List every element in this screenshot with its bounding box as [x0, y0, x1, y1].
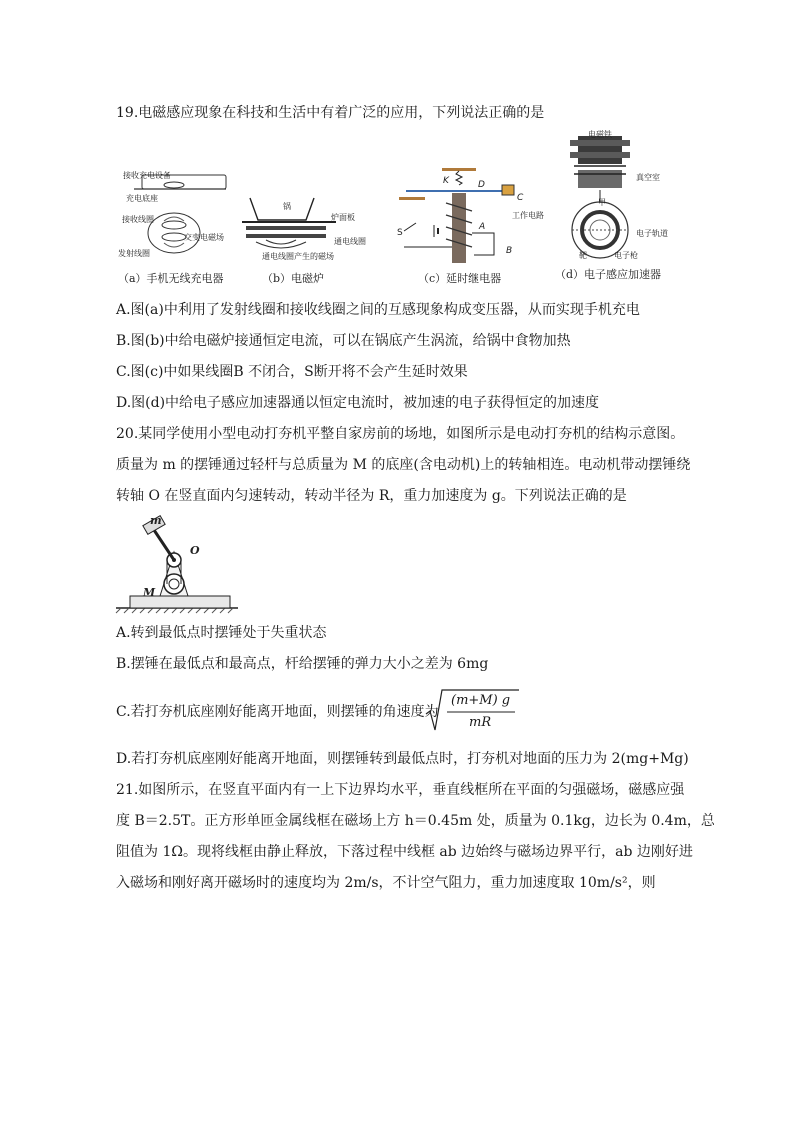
q20-stem-line-3: 转轴 O 在竖直面内匀速转动，转动半径为 R，重力加速度为 g。下列说法正确的是	[116, 488, 627, 504]
q20-fig-label-o: O	[190, 544, 200, 557]
fig-b-caption: （b）电磁炉	[262, 272, 325, 285]
fig-c-label-c: C	[517, 193, 524, 203]
q20-option-c: C.若打夯机底座刚好能离开地面，则摆锤的角速度为	[116, 704, 439, 720]
fig-d-caption: （d）电子感应加速器	[555, 268, 662, 281]
fig-a-label-transmitting-coil: 发射线圈	[118, 249, 150, 258]
fig-b-label-field: 通电线圈产生的磁场	[262, 252, 334, 261]
q20-fig-label-m: m	[150, 514, 162, 527]
fig-c-label-d: D	[478, 180, 485, 190]
fig-b-label-coil: 通电线圈	[334, 237, 366, 246]
q21-line-2: 度 B＝2.5T。正方形单匝金属线框在磁场上方 h＝0.45m 处，质量为 0.1kg，边长为 0.4m，总	[116, 813, 715, 829]
fig-c-label-k: K	[443, 176, 449, 186]
fig-b-label-pot: 锅	[283, 202, 291, 211]
q20-stem-line-2: 质量为 m 的摆锤通过轻杆与总质量为 M 的底座(含电动机)上的转轴相连。电动机带动摆锤绕	[116, 457, 691, 473]
fig-a-label-receiving-coil: 接收线圈	[122, 215, 154, 224]
fig-c-label-s: S	[397, 228, 403, 238]
q19-option-a: A.图(a)中利用了发射线圈和接收线圈之间的互感现象构成变压器，从而实现手机充电	[116, 302, 640, 318]
q19-option-d: D.图(d)中给电子感应加速器通以恒定电流时，被加速的电子获得恒定的加速度	[116, 395, 600, 411]
q19-stem: 19.电磁感应现象在科技和生活中有着广泛的应用，下列说法正确的是	[116, 105, 545, 121]
q20-option-d: D.若打夯机底座刚好能离开地面，则摆锤转到最低点时，打夯机对地面的压力为 2(mg+Mg)	[116, 751, 689, 767]
q20-option-b: B.摆锤在最低点和最高点，杆给摆锤的弹力大小之差为 6mg	[116, 656, 489, 672]
fig-c-label-a: A	[479, 222, 486, 232]
fig-d-label-electromagnet: 电磁铁	[588, 130, 612, 139]
fig-a-label-charging-base: 充电底座	[126, 194, 158, 203]
fig-c-label-b: B	[506, 246, 513, 256]
q20-fig-label-bigm: M	[143, 586, 156, 599]
fig-a-label-alternating-field: 交变电磁场	[184, 233, 224, 242]
fig-d-label-vacuum-chamber: 真空室	[636, 173, 660, 182]
fig-d-label-target: 靶	[579, 251, 587, 260]
fig-d-label-electron-gun: 电子枪	[614, 251, 638, 260]
q20-option-c-sqrt-formula	[425, 688, 520, 734]
fig-d-label-electron-orbit: 电子轨道	[636, 229, 668, 238]
figure-b-induction-cooker	[236, 190, 346, 260]
fig-d-label-jia: 甲	[598, 198, 606, 207]
q21-line-4: 入磁场和刚好离开磁场时的速度均为 2m/s，不计空气阻力，重力加速度取 10m/s²，则	[116, 875, 656, 891]
q21-line-1: 21.如图所示，在竖直平面内有一上下边界均水平，垂直线框所在平面的匀强磁场，磁感应强	[116, 782, 685, 798]
q20-stem-line-1: 20.某同学使用小型电动打夯机平整自家房前的场地，如图所示是电动打夯机的结构示意图。	[116, 426, 685, 442]
q20-formula-denominator: mR	[469, 715, 492, 730]
fig-c-caption: （c）延时继电器	[418, 272, 502, 285]
q19-option-c: C.图(c)中如果线圈B 不闭合，S断开将不会产生延时效果	[116, 364, 468, 380]
figure-rammer	[112, 512, 242, 614]
q21-line-3: 阻值为 1Ω。现将线框由静止释放，下落过程中线框 ab 边始终与磁场边界平行，ab 边刚好进	[116, 844, 693, 860]
fig-c-label-working-circuit: 工作电路	[512, 211, 544, 220]
q20-option-a: A.转到最低点时摆锤处于失重状态	[116, 625, 327, 641]
fig-a-caption: （a）手机无线充电器	[118, 272, 224, 285]
q20-formula-numerator: (m+M) g	[451, 693, 511, 708]
q19-option-b: B.图(b)中给电磁炉接通恒定电流，可以在锅底产生涡流，给锅中食物加热	[116, 333, 571, 349]
fig-a-label-receiving-device: 接收充电设备	[123, 171, 171, 180]
fig-b-label-panel: 炉面板	[331, 213, 355, 222]
figure-d-betatron	[560, 130, 660, 265]
